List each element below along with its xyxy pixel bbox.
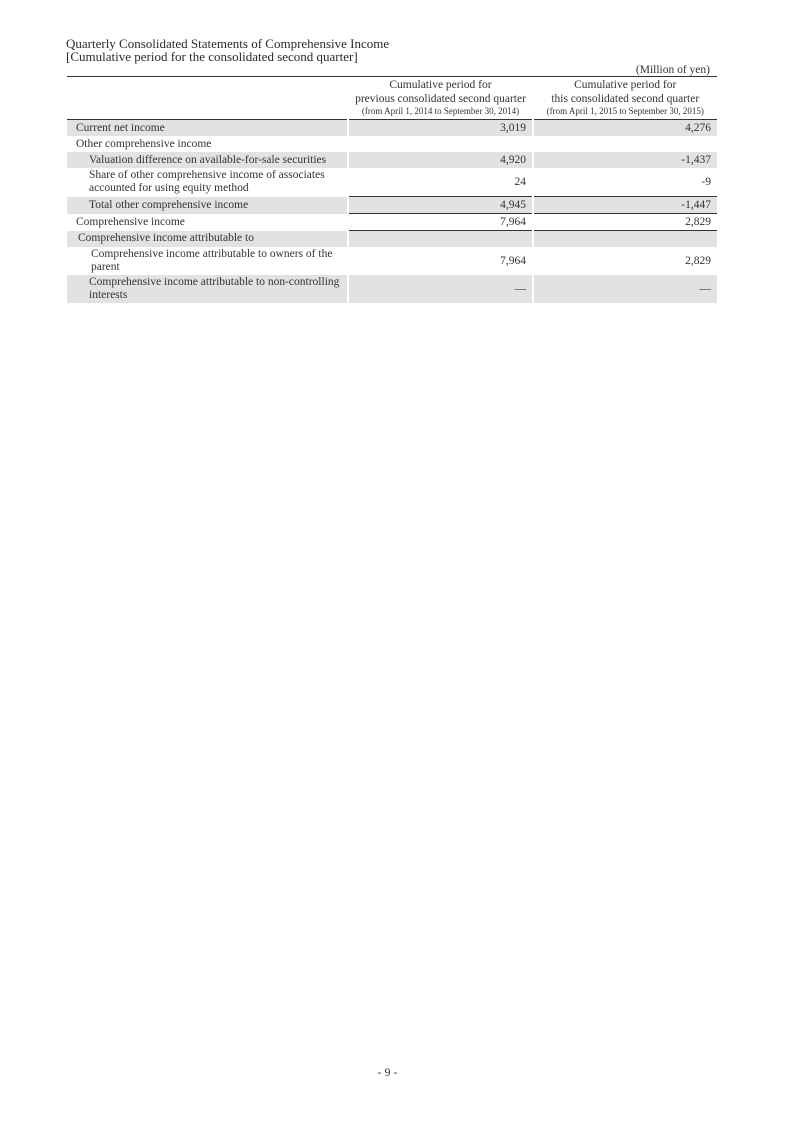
- header-curr-line1: Cumulative period for: [574, 79, 677, 91]
- row-label: Share of other comprehensive income of associates accounted for using equity method: [89, 169, 325, 194]
- header-prev-line1: Cumulative period for: [389, 79, 492, 91]
- row-label: Comprehensive income attributable to non-controlling interests: [67, 275, 348, 303]
- comprehensive-income-table: [67, 76, 717, 303]
- row-value-curr: -9: [533, 168, 717, 197]
- table-row: [67, 247, 717, 275]
- row-label: Other comprehensive income: [76, 137, 212, 150]
- row-value-prev: 4,945: [348, 197, 533, 214]
- row-value-prev: 24: [348, 168, 533, 197]
- row-value-prev: 7,964: [348, 214, 533, 231]
- table-row: [67, 275, 717, 303]
- table-row: [67, 168, 717, 197]
- header-prev-line2: previous consolidated second quarter: [355, 93, 526, 105]
- row-value-curr: 4,276: [533, 120, 717, 137]
- table-header-row: [67, 77, 717, 120]
- row-value-curr: [533, 231, 717, 248]
- header-prev-period: [348, 77, 533, 120]
- header-curr-range: (from April 1, 2015 to September 30, 2015): [546, 106, 704, 116]
- row-value-prev: 7,964: [348, 247, 533, 275]
- unit-label: (Million of yen): [635, 64, 710, 76]
- header-prev-range: (from April 1, 2014 to September 30, 2014): [361, 106, 520, 116]
- table-row: [67, 152, 717, 168]
- row-value-curr: 2,829: [533, 214, 717, 231]
- row-value-prev: —: [348, 275, 533, 303]
- table-row: [67, 197, 717, 214]
- table-row: [67, 136, 717, 152]
- row-label: Total other comprehensive income: [67, 197, 348, 214]
- row-value-prev: 3,019: [348, 120, 533, 137]
- row-value-curr: [533, 136, 717, 152]
- table-row: [67, 120, 717, 137]
- row-value-prev: [348, 231, 533, 248]
- title-line-1: Quarterly Consolidated Statements of Comprehensive Income: [66, 36, 390, 51]
- row-label: Comprehensive income attributable to owners of the parent: [91, 248, 333, 273]
- row-value-prev: [348, 136, 533, 152]
- row-value-curr: -1,447: [533, 197, 717, 214]
- title-line-2: [Cumulative period for the consolidated second quarter]: [66, 49, 358, 64]
- row-value-curr: —: [533, 275, 717, 303]
- header-label-cell: [67, 77, 348, 120]
- row-value-prev: 4,920: [348, 152, 533, 168]
- row-label: Comprehensive income: [76, 215, 185, 228]
- row-label: Valuation difference on available-for-sale securities: [67, 152, 348, 168]
- row-label: Comprehensive income attributable to: [67, 231, 348, 248]
- row-value-curr: 2,829: [533, 247, 717, 275]
- page-number: - 9 -: [377, 1065, 398, 1079]
- row-value-curr: -1,437: [533, 152, 717, 168]
- table-row: [67, 214, 717, 231]
- header-curr-line2: this consolidated second quarter: [551, 93, 700, 105]
- header-curr-period: [533, 77, 717, 120]
- row-label: Current net income: [67, 120, 348, 137]
- table-row: [67, 231, 717, 248]
- statement-title: [66, 37, 389, 63]
